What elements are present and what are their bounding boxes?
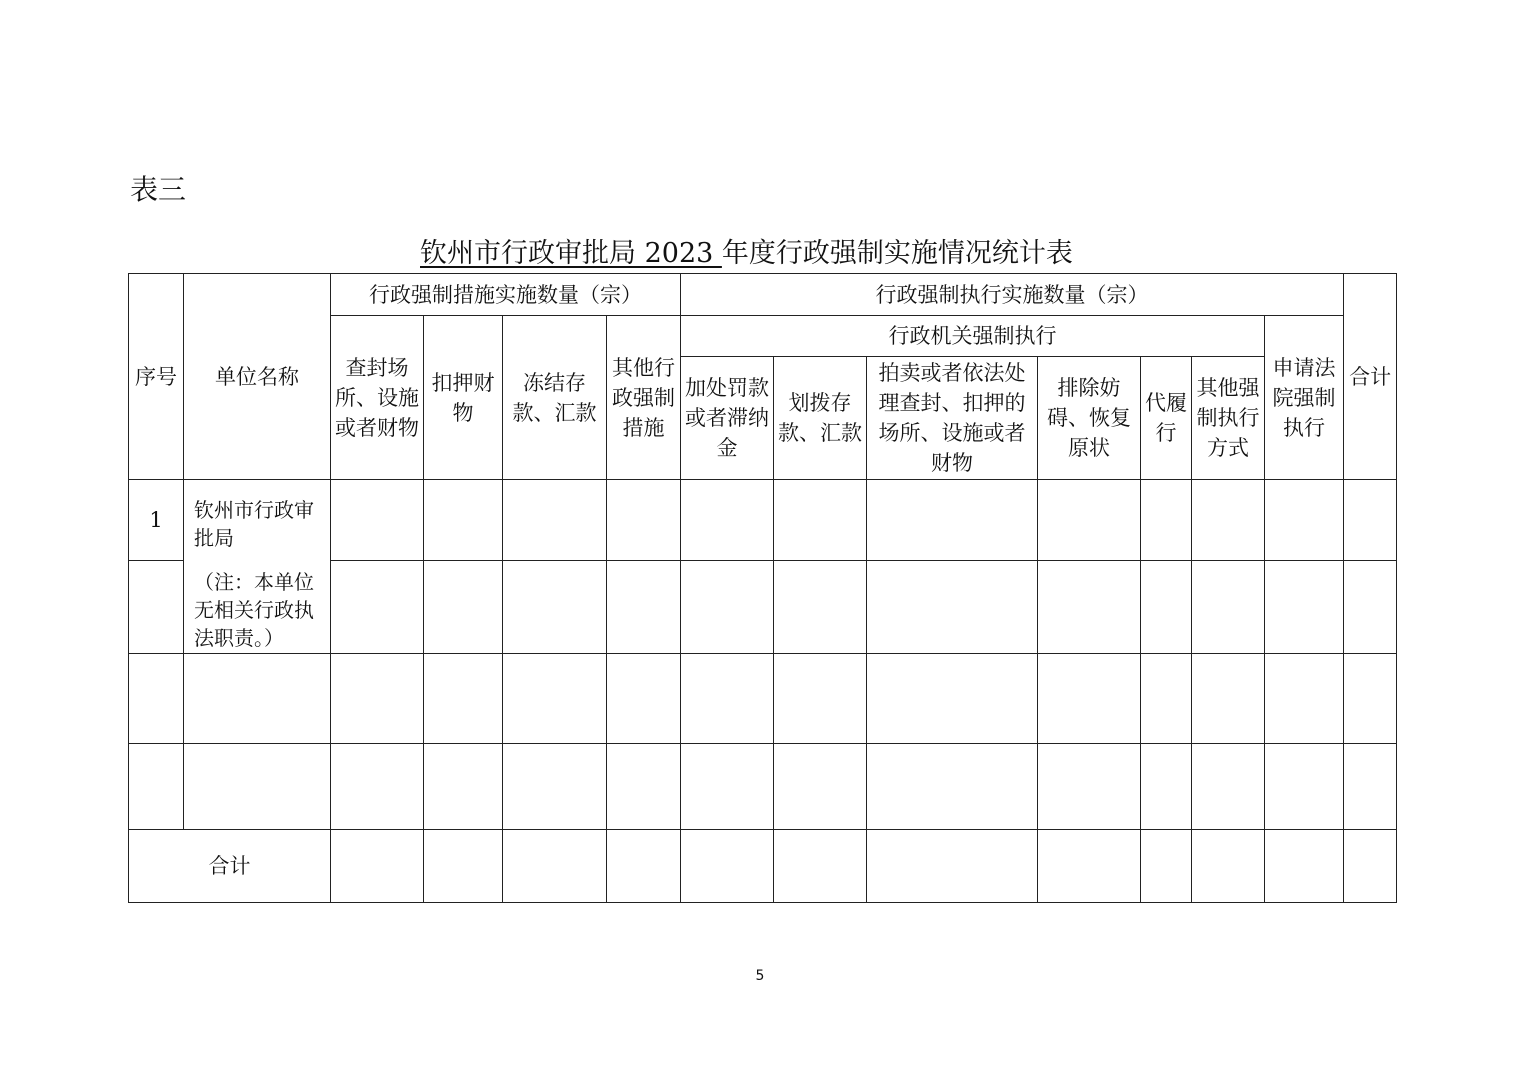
header-admin-enforcement-group: 行政机关强制执行: [681, 316, 1265, 357]
header-substitute-performance: 代履行: [1141, 357, 1192, 480]
header-measures-group: 行政强制措施实施数量（宗）: [331, 274, 681, 316]
table-cell: [774, 654, 867, 744]
header-remove-obstruction: 排除妨碍、恢复原状: [1038, 357, 1141, 480]
table-cell: [681, 561, 774, 654]
table-cell: [1192, 561, 1265, 654]
table-cell: [1344, 561, 1397, 654]
document-title: [420, 234, 1073, 274]
table-cell: [1038, 744, 1141, 830]
table-cell: [1344, 744, 1397, 830]
table-cell: [774, 744, 867, 830]
table-cell: [129, 561, 184, 654]
table-cell: [1141, 561, 1192, 654]
title-underlined-part: 钦州市行政审批局 2023: [420, 238, 722, 269]
table-cell: [331, 480, 424, 561]
table-cell: [867, 830, 1038, 903]
row-1-unit-note: （注：本单位无相关行政执法职责。）: [194, 570, 314, 650]
table-cell: [424, 830, 503, 903]
table-cell: [1344, 480, 1397, 561]
table-cell: [607, 830, 681, 903]
header-unit-name: 单位名称: [184, 274, 331, 480]
header-other-enforcement: 其他强制执行方式: [1192, 357, 1265, 480]
table-cell: [681, 480, 774, 561]
header-total: 合计: [1344, 274, 1397, 480]
table-cell: [681, 654, 774, 744]
table-cell: [774, 480, 867, 561]
table-cell: [1265, 830, 1344, 903]
table-cell: [1038, 830, 1141, 903]
table-cell: [424, 744, 503, 830]
statistics-table: [128, 273, 1397, 903]
table-cell: [331, 654, 424, 744]
table-cell: [607, 561, 681, 654]
table-cell: [774, 830, 867, 903]
table-cell: [1141, 480, 1192, 561]
table-cell: [681, 830, 774, 903]
header-seq: 序号: [129, 274, 184, 480]
table-cell: [503, 744, 607, 830]
table-cell: [867, 744, 1038, 830]
table-cell: [331, 744, 424, 830]
table-cell: [331, 561, 424, 654]
table-cell: [424, 654, 503, 744]
table-cell: [424, 480, 503, 561]
header-enforcement-group: 行政强制执行实施数量（宗）: [681, 274, 1344, 316]
table-label: 表三: [130, 173, 187, 206]
table-cell: [503, 480, 607, 561]
header-late-penalty: 加处罚款或者滞纳金: [681, 357, 774, 480]
table-cell: [1265, 480, 1344, 561]
table-cell: [774, 561, 867, 654]
header-other-measures: 其他行政强制措施: [607, 316, 681, 480]
table-cell: [1265, 654, 1344, 744]
table-cell: [184, 654, 331, 744]
table-cell: [424, 561, 503, 654]
title-rest: 年度行政强制实施情况统计表: [721, 238, 1073, 269]
table-cell: [331, 830, 424, 903]
header-transfer-deposits: 划拨存款、汇款: [774, 357, 867, 480]
table-cell: [1344, 830, 1397, 903]
table-cell: [1038, 654, 1141, 744]
table-cell: [1265, 561, 1344, 654]
page-number: 5: [755, 968, 765, 984]
table-cell: [1192, 830, 1265, 903]
table-cell: [607, 744, 681, 830]
table-cell: [184, 744, 331, 830]
row-1-seq: 1: [129, 480, 184, 561]
table-cell: [1141, 830, 1192, 903]
table-cell: [867, 654, 1038, 744]
table-cell: [1141, 654, 1192, 744]
table-cell: [1192, 480, 1265, 561]
table-cell: [1038, 561, 1141, 654]
table-cell: [129, 744, 184, 830]
row-1-unit-cell: [184, 480, 331, 654]
table-cell: [1141, 744, 1192, 830]
header-auction: 拍卖或者依法处理查封、扣押的场所、设施或者财物: [867, 357, 1038, 480]
table-cell: [503, 830, 607, 903]
table-cell: [867, 561, 1038, 654]
header-court-enforcement: 申请法院强制执行: [1265, 316, 1344, 480]
table-cell: [1265, 744, 1344, 830]
footer-total-label: 合计: [129, 830, 331, 903]
table-cell: [129, 654, 184, 744]
table-cell: [503, 561, 607, 654]
table-cell: [607, 654, 681, 744]
table-cell: [867, 480, 1038, 561]
table-cell: [607, 480, 681, 561]
table-cell: [1038, 480, 1141, 561]
table-cell: [681, 744, 774, 830]
table-cell: [1192, 654, 1265, 744]
table-cell: [503, 654, 607, 744]
header-freeze-deposits: 冻结存款、汇款: [503, 316, 607, 480]
row-1-unit-name: 钦州市行政审批局: [194, 498, 314, 550]
header-seal-places: 查封场所、设施或者财物: [331, 316, 424, 480]
table-cell: [1344, 654, 1397, 744]
table-cell: [1192, 744, 1265, 830]
header-seize-property: 扣押财物: [424, 316, 503, 480]
